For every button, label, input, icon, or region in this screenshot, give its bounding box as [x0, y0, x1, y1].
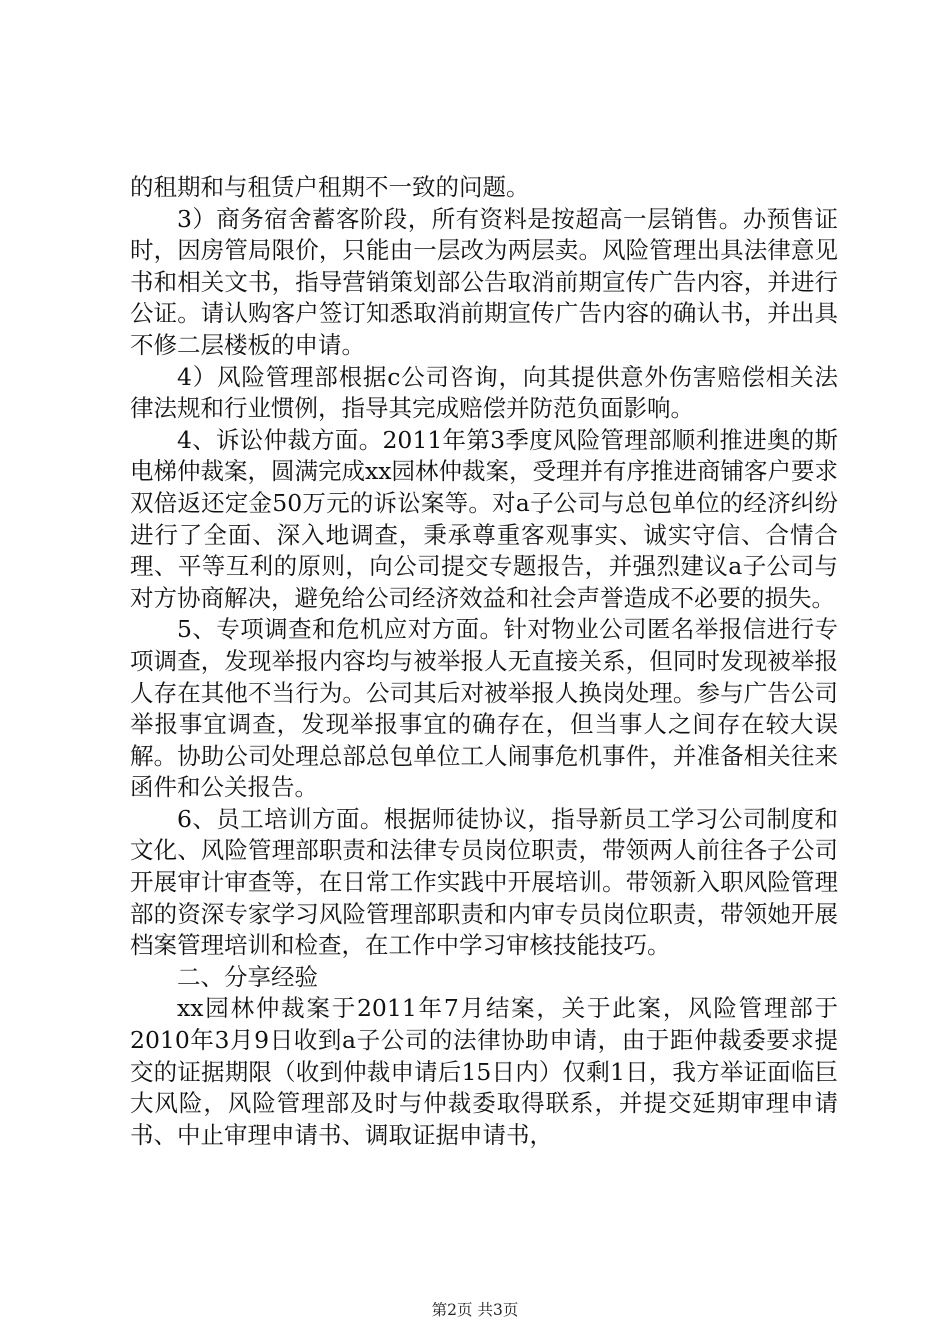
section-heading-sharing-experience: 二、分享经验 — [177, 962, 318, 991]
paragraph-staff-training: 6、员工培训方面。根据师徒协议，指导新员工学习公司制度和文化、风险管理部职责和法律专员岗位职责，带领两人前往各子公司开展审计审查等，在日常工作实践中开展培训。带领新入职风险管理部的资深专家学习风险管理部职责和内审专员岗位职责，带领她开展档案管理培训和检查，在工作中学习审核技能技巧。 — [130, 804, 838, 960]
paragraph-garden-arbitration-case: xx园林仲裁案于2011年7月结案，关于此案，风险管理部于2010年3月9日收到a子公司的法律协助申请，由于距仲裁委要求提交的证据期限（收到仲裁申请后15日内）仅剩1日，我方举证面临巨大风险，风险管理部及时与仲裁委取得联系，并提交延期审理申请书、中止审理申请书、调取证据申请书， — [130, 994, 838, 1149]
document-body — [130, 172, 838, 1151]
page-number-footer: 第2页 共3页 — [431, 1301, 519, 1319]
paragraph-lease-issue: 的租期和与租赁户租期不一致的问题。 — [130, 173, 530, 201]
paragraph-litigation-arbitration: 4、诉讼仲裁方面。2011年第3季度风险管理部顺利推进奥的斯电梯仲裁案，圆满完成xx园林仲裁案，受理并有序推进商铺客户要求双倍返还定金50万元的诉讼案等。对a子公司与总包单位的经济纠纷进行了全面、深入地调查，秉承尊重客观事实、诚实守信、合情合理、平等互利的原则，向公司提交专题报告，并强烈建议a子公司与对方协商解决，避免给公司经济效益和社会声誉造成不必要的损失。 — [130, 425, 839, 612]
paragraph-dormitory-sales: 3）商务宿舍蓄客阶段，所有资料是按超高一层销售。办预售证时，因房管局限价，只能由一层改为两层卖。风险管理出具法律意见书和相关文书，指导营销策划部公告取消前期宣传广告内容，并进行公证。请认购客户签订知悉取消前期宣传广告内容的确认书，并出具不修二层楼板的申请。 — [130, 204, 838, 359]
paragraph-injury-compensation: 4）风险管理部根据c公司咨询，向其提供意外伤害赔偿相关法律法规和行业惯例，指导其完成赔偿并防范负面影响。 — [130, 362, 838, 423]
paragraph-special-investigation: 5、专项调查和危机应对方面。针对物业公司匿名举报信进行专项调查，发现举报内容均与被举报人无直接关系，但同时发现被举报人存在其他不当行为。公司其后对被举报人换岗处理。参与广告公司举报事宜调查，发现举报事宜的确存在，但当事人之间存在较大误解。协助公司处理总部总包单位工人闹事危机事件，并准备相关往来函件和公关报告。 — [130, 615, 838, 802]
